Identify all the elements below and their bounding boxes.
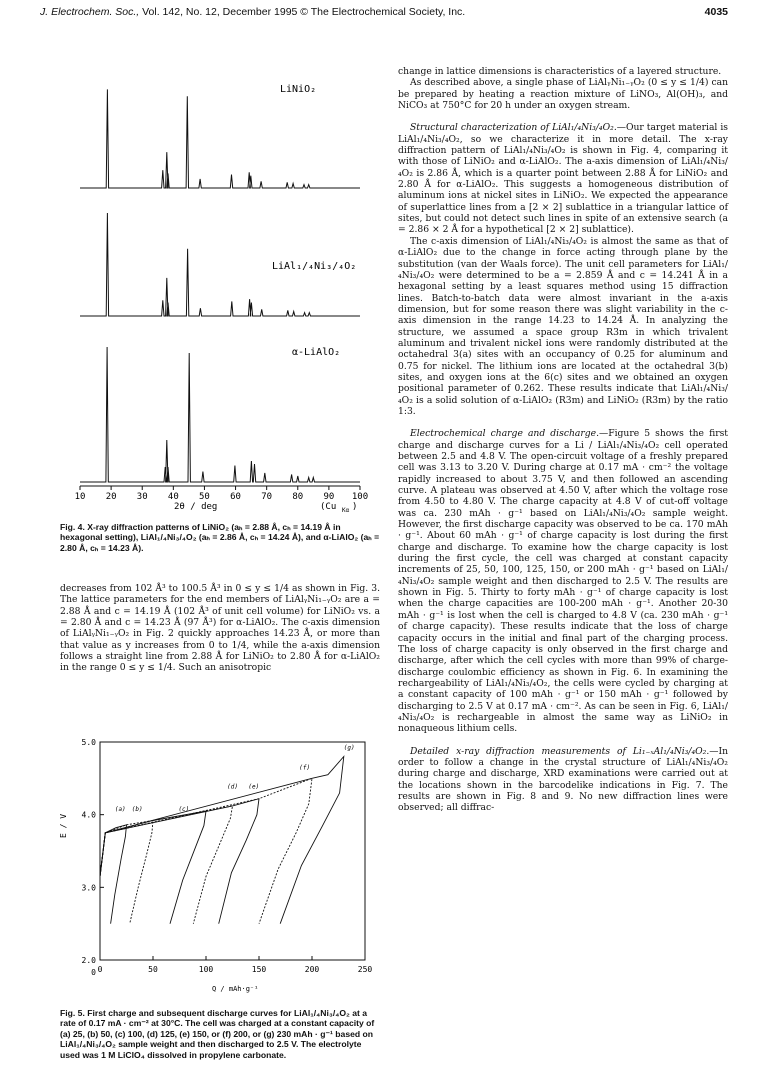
x-tick-label: 50 [148, 965, 158, 974]
charge-discharge-curve [100, 799, 259, 924]
section-heading: Electrochemical charge and discharge. [410, 428, 600, 440]
x-tick-label: 60 [230, 492, 241, 502]
x-tick-label: 20 [105, 492, 117, 502]
curve-line [100, 825, 127, 924]
figure-5-caption: Fig. 5. First charge and subsequent discharge curves for LiAl₁/₄Ni₃/₄O₂ at a rate of 0.17 mA · cm⁻² at 30°C. The cell was charged at a constant capacity of (a) 25, (b) 50, (c) 100, (d) 125, (e) 150, or (f) 200, or (g) 230 mAh · g⁻¹ based on LiAl₁/₄Ni₃/₄O₂ sample weight and then discharged to 2.5 V. The electrolyte used was 1 M LiClO₄ dissolved in propylene carbonate. [60, 1008, 375, 1060]
diffraction-trace [80, 89, 360, 188]
x-tick-label: 50 [199, 492, 210, 502]
curve-label: (b) [131, 806, 143, 814]
curve-line [100, 778, 312, 923]
x-tick-label: 70 [261, 492, 273, 502]
radiation-unit-sub: Kα [342, 507, 350, 514]
plot-frame [100, 742, 365, 960]
section-structural [398, 122, 728, 235]
y-tick-label: 3.0 [81, 883, 96, 893]
x-tick-label: 250 [357, 965, 373, 974]
x-tick-label: 80 [292, 492, 304, 502]
paragraph-text: —Our target material is LiAl₁/₄Ni₃/₄O₂, so we characterize it in more detail. The x-ray diffraction pattern of LiAl₁/₄Ni₃/₄O₂ is shown in Fig. 4, comparing it with those of LiNiO₂ and α-LiAlO₂. The a-axis dimension of LiAl₁/₄Ni₃/₄O₂ is 2.86 Å, which is a quarter point between 2.88 Å for LiNiO₂ and 2.80 Å for α-LiAlO₂. This suggests a homogeneous distribution of aluminum ions at nickel sites in LiNiO₂. We expected the appearance of superlattice lines from a [2 × 2] sublattice in a triangular lattice of sites, but could not detect such lines in spite of an extensive search (a = 2.86 × 2 Å for a hypothetical [2 × 2] sublattice). [398, 122, 728, 236]
charge-discharge-curve [100, 821, 153, 924]
chart-curves [100, 744, 355, 923]
x-axis [75, 486, 369, 502]
curve-label: (c) [178, 806, 190, 814]
left-column-text [60, 583, 380, 674]
radiation-unit-close: ) [352, 502, 358, 512]
x-tick-label: 200 [304, 965, 320, 974]
paragraph: decreases from 102 Å³ to 100.5 Å³ in 0 ≤ y ≤ 1/4 as shown in Fig. 3. The lattice parameters for the end members of LiAlᵧNi₁₋ᵧO₂ are a = 2.88 Å and c = 14.19 Å (102 Å³ of unit cell volume) for LiNiO₂ vs. a = 2.80 Å and c = 14.23 Å (97 Å³) for α-LiAlO₂. The c-axis dimension of LiAlᵧNi₁₋ᵧO₂ in Fig. 2 quickly approaches 14.23 Å, or more than that value as y increases from 0 to 1/4, while the a-axis dimension follows a straight line from 2.88 Å for LiNiO₂ to 2.80 Å for α-LiAlO₂ in the range 0 ≤ y ≤ 1/4. Such an anisotropic [60, 583, 380, 674]
figure-5-charge-discharge [60, 728, 380, 998]
paragraph-text: —In order to follow a change in the crystal structure of LiAl₁/₄Ni₃/₄O₂ during charge and discharge, XRD examinations were carried out at the locations shown in the barcodelike indications in Fig. 7. The results are shown in Fig. 8 and 9. No new diffraction lines were observed; all diffrac- [398, 745, 728, 814]
radiation-unit: (Cu [320, 502, 337, 512]
xrd-pattern [80, 89, 360, 188]
curve-line [100, 757, 344, 924]
y-axis-label: E / V [59, 813, 68, 838]
x-tick-label: 0 [97, 965, 103, 974]
xrd-pattern [80, 347, 360, 482]
y-tick-label: 5.0 [81, 738, 96, 747]
journal-citation [40, 6, 465, 18]
figure-4-xrd [60, 58, 380, 518]
x-tick-label: 90 [323, 492, 335, 502]
x-axis-label: 2θ / deg [174, 502, 218, 512]
charge-discharge-curve [100, 757, 344, 924]
paragraph: As described above, a single phase of LiAlᵧNi₁₋ᵧO₂ (0 ≤ y ≤ 1/4) can be prepared by heating a reaction mixture of LiNO₃, Al(OH)₃, and NiCO₃ at 750°C for 20 h under an oxygen stream. [398, 77, 728, 112]
journal-name: J. Electrochem. Soc., [40, 6, 140, 18]
panel-label-linio2: LiNiO₂ [280, 84, 317, 95]
paragraph: The c-axis dimension of LiAl₁/₄Ni₃/₄O₂ is almost the same as that of α-LiAlO₂ due to the change in force acting through plane by the substitution (van der Waals force). The unit cell parameters for LiAl₁/₄Ni₃/₄O₂ were determined to be a = 2.859 Å and c = 14.241 Å in a hexagonal setting by a least squares method using 15 diffraction lines. Batch-to-batch data were almost invariant in the a-axis dimension, but for some reason there was slight variability in the c-axis dimension in the range 14.23 to 14.24 Å. In analyzing the structure, we assumed a space group R3m in which trivalent aluminum and trivalent nickel ions were randomly distributed at the octahedral 3(a) sites with an occupancy of 0.25 for aluminum and 0.75 for nickel. The lithium ions are located at the octahedral 3(b) sites, and oxygen ions at the 6(c) sites and we obtained an oxygen positional parameter of 0.262. These results indicate that LiAl₁/₄Ni₃/₄O₂ is a solid solution of α-LiAlO₂ (R3m) and LiNiO₂ (R3m) by the ratio 1:3. [398, 235, 728, 417]
curve-label: (g) [343, 744, 355, 752]
curve-line [100, 821, 153, 924]
y-tick-label: 0 [91, 968, 96, 977]
section-electrochemical [398, 428, 728, 734]
curve-label: (e) [248, 783, 260, 791]
page-number: 4035 [704, 6, 728, 18]
y-tick-label: 2.0 [81, 956, 96, 965]
x-tick-label: 100 [198, 965, 214, 974]
x-tick-label: 10 [74, 492, 86, 502]
curve-label: (a) [114, 806, 126, 814]
running-header [40, 6, 728, 22]
panel-label-lialnio2: LiAl₁/₄Ni₃/₄O₂ [272, 261, 357, 272]
paragraph: change in lattice dimensions is characteristics of a layered structure. [398, 66, 722, 77]
x-tick-label: 40 [167, 492, 179, 502]
curve-line [100, 799, 259, 924]
x-tick-label: 100 [351, 492, 369, 502]
x-tick-label: 30 [136, 492, 148, 502]
xrd-panels [80, 89, 360, 482]
charge-discharge-curve [100, 825, 127, 924]
paragraph-text: —Figure 5 shows the first charge and discharge curves for a Li / LiAl₁/₄Ni₃/₄O₂ cell operated between 2.5 and 4.8 V. The open-circuit voltage of a freshly prepared cell was 3.13 to 3.20 V. During charge at 0.17 mA · cm⁻² the voltage rapidly increased to about 3.75 V, and then followed an ascending curve. A plateau was observed at 4.50 V, after which the voltage rose from 4.50 to 4.80 V. The charge capacity at 4.8 V of cut-off voltage was ca. 230 mAh · g⁻¹ based on LiAl₁/₄Ni₃/₄O₂ sample weight. However, the first discharge capacity was observed to be ca. 170 mAh · g⁻¹. About 60 mAh · g⁻¹ of charge capacity is lost during the first charge and discharge. To examine how the charge capacity is lost during the first cycle, the cell was charged at constant capacity increments of 25, 50, 100, 125, 150, or 200 mAh · g⁻¹ based on LiAl₁/₄Ni₃/₄O₂ sample weight and then discharged to 2.5 V. The results are shown in Fig. 5. Thirty to forty mAh · g⁻¹ of charge capacity is lost when the charge capacities are 100-200 mAh · g⁻¹. Another 20-30 mAh · g⁻¹ is lost when the cell is charged to 4.8 V (ca. 230 mAh · g⁻¹ of charge capacity). These results indicate that the loss of charge capacity occurs in the initial and final part of the charging process. The loss of charge capacity is only observed in the first charge and discharge, after which the cell cycles with more than 99% of charge-discharge coulombic efficiency as shown in Fig. 6. In examining the rechargeability of LiAl₁/₄Ni₃/₄O₂, the cells were cycled by charging at a constant capacity of 100 mAh · g⁻¹ or 150 mAh · g⁻¹ followed by discharging to 2.5 V at 0.17 mA · cm⁻². As can be seen in Fig. 6, LiAl₁/₄Ni₃/₄O₂ is rechargeable in almost the same way as LiNiO₂ in nonaqueous lithium cells. [398, 428, 728, 735]
panel-label-alpha-lialo2: α-LiAlO₂ [292, 347, 341, 358]
section-heading: Structural characterization of LiAl₁/₄Ni₃/₄O₂. [410, 122, 617, 134]
charge-discharge-curve [100, 778, 312, 923]
x-axis-label: Q / mAh·g⁻¹ [212, 985, 259, 993]
x-tick-label: 150 [251, 965, 267, 974]
diffraction-trace [80, 347, 360, 482]
section-heading: Detailed x-ray diffraction measurements of Li₁₋ₓAl₁/₄Ni₃/₄O₂. [410, 745, 710, 757]
y-tick-label: 4.0 [81, 810, 96, 820]
right-column-text [398, 66, 728, 1076]
figure-4-caption: Fig. 4. X-ray diffraction patterns of LiNiO₂ (aₕ = 2.88 Å, cₕ = 14.19 Å in hexagonal setting), LiAl₁/₄Ni₃/₄O₂ (aₕ = 2.86 Å, cₕ = 14.24 Å), and α-LiAlO₂ (aₕ = 2.80 Å, cₕ = 14.23 Å). [60, 522, 380, 553]
section-xrd [398, 746, 728, 814]
journal-issue: Vol. 142, No. 12, December 1995 © The Electrochemical Society, Inc. [139, 6, 466, 18]
curve-label: (f) [299, 764, 311, 772]
curve-label: (d) [227, 783, 239, 791]
